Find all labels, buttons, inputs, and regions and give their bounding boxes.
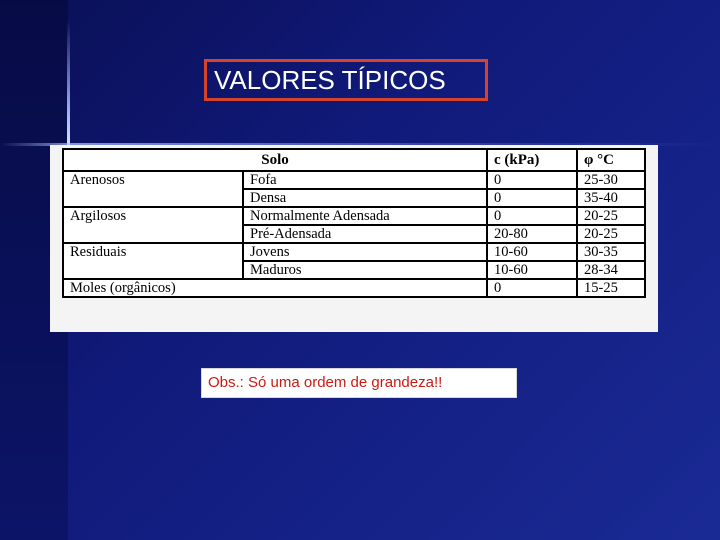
- note-text: Obs.: Só uma ordem de grandeza!!: [208, 374, 443, 391]
- table-row: [63, 207, 645, 225]
- subtype-cell: Fofa: [243, 171, 487, 189]
- phi-cell: 35-40: [577, 189, 645, 207]
- cohesion-cell: 10-60: [487, 261, 577, 279]
- header-cohesion: c (kPa): [487, 149, 577, 171]
- header-friction-angle: φ °C: [577, 149, 645, 171]
- cohesion-cell: 0: [487, 279, 577, 297]
- phi-cell: 30-35: [577, 243, 645, 261]
- table-row: [63, 243, 645, 261]
- subtype-cell: Densa: [243, 189, 487, 207]
- vertical-glow-line: [67, 20, 70, 148]
- cohesion-cell: 10-60: [487, 243, 577, 261]
- cohesion-cell: 20-80: [487, 225, 577, 243]
- subtype-cell: Maduros: [243, 261, 487, 279]
- category-cell: Moles (orgânicos): [63, 279, 487, 297]
- cohesion-cell: 0: [487, 171, 577, 189]
- table-row: [63, 171, 645, 189]
- category-cell: Argilosos: [63, 207, 243, 243]
- cohesion-cell: 0: [487, 189, 577, 207]
- soil-values-table: [62, 148, 646, 298]
- cohesion-cell: 0: [487, 207, 577, 225]
- category-cell: Arenosos: [63, 171, 243, 207]
- phi-cell: 28-34: [577, 261, 645, 279]
- header-solo: Solo: [63, 149, 487, 171]
- category-cell: Residuais: [63, 243, 243, 279]
- phi-cell: 25-30: [577, 171, 645, 189]
- slide-title: VALORES TÍPICOS: [214, 65, 446, 95]
- subtype-cell: Normalmente Adensada: [243, 207, 487, 225]
- phi-cell: 20-25: [577, 225, 645, 243]
- phi-cell: 20-25: [577, 207, 645, 225]
- subtype-cell: Jovens: [243, 243, 487, 261]
- phi-cell: 15-25: [577, 279, 645, 297]
- table-header-row: [63, 149, 645, 171]
- subtype-cell: Pré-Adensada: [243, 225, 487, 243]
- table-row: [63, 279, 645, 297]
